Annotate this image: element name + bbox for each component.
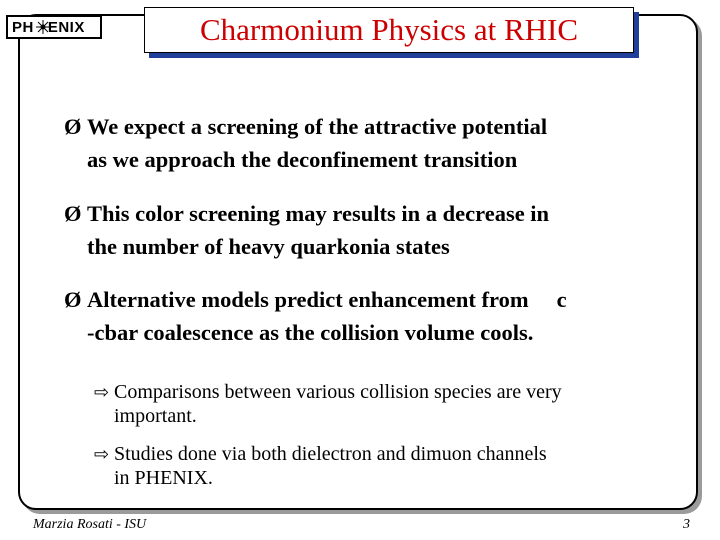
footer-page-number: 3 xyxy=(683,517,690,532)
bullet-2-line-2: the number of heavy quarkonia states xyxy=(87,234,450,259)
bullet-1 xyxy=(64,110,684,176)
sub-bullet-2 xyxy=(94,442,694,490)
sun-star-icon xyxy=(36,20,50,34)
bullet-1-line-2: as we approach the deconfinement transition xyxy=(87,147,518,172)
bullet-1-line-1: We expect a screening of the attractive potential xyxy=(87,114,548,139)
bullet-arrow-icon: Ø xyxy=(64,201,82,226)
sub-bullet-1-line-1: Comparisons between various collision species are very xyxy=(114,381,562,403)
bullet-2 xyxy=(64,197,684,263)
bullet-3-line-1 xyxy=(64,283,684,316)
page-title: Charmonium Physics at RHIC xyxy=(199,12,579,47)
logo-text: PH ENIX xyxy=(12,19,85,36)
sub-bullet-1 xyxy=(94,380,694,428)
sub-arrow-icon: ⇨ xyxy=(94,444,110,464)
bullet-3-line-1b: c xyxy=(556,287,567,312)
footer-author: Marzia Rosati - ISU xyxy=(33,517,147,532)
bullet-arrow-icon: Ø xyxy=(64,287,82,312)
sub-bullet-2-line-2: in PHENIX. xyxy=(114,467,213,489)
bullet-arrow-icon: Ø xyxy=(64,114,82,139)
bullet-3 xyxy=(64,283,684,349)
sub-arrow-icon: ⇨ xyxy=(94,382,110,402)
bullet-3-line-1a: Alternative models predict enhancement from xyxy=(87,287,529,312)
sub-bullet-1-line-2: important. xyxy=(114,405,197,427)
phenix-logo xyxy=(6,15,102,39)
bullet-3-line-2: -cbar coalescence as the collision volume cools. xyxy=(87,320,534,345)
bullet-2-line-1: This color screening may results in a decrease in xyxy=(87,201,550,226)
sub-bullet-2-line-1: Studies done via both dielectron and dimuon channels xyxy=(114,443,547,465)
title-box xyxy=(144,7,634,53)
